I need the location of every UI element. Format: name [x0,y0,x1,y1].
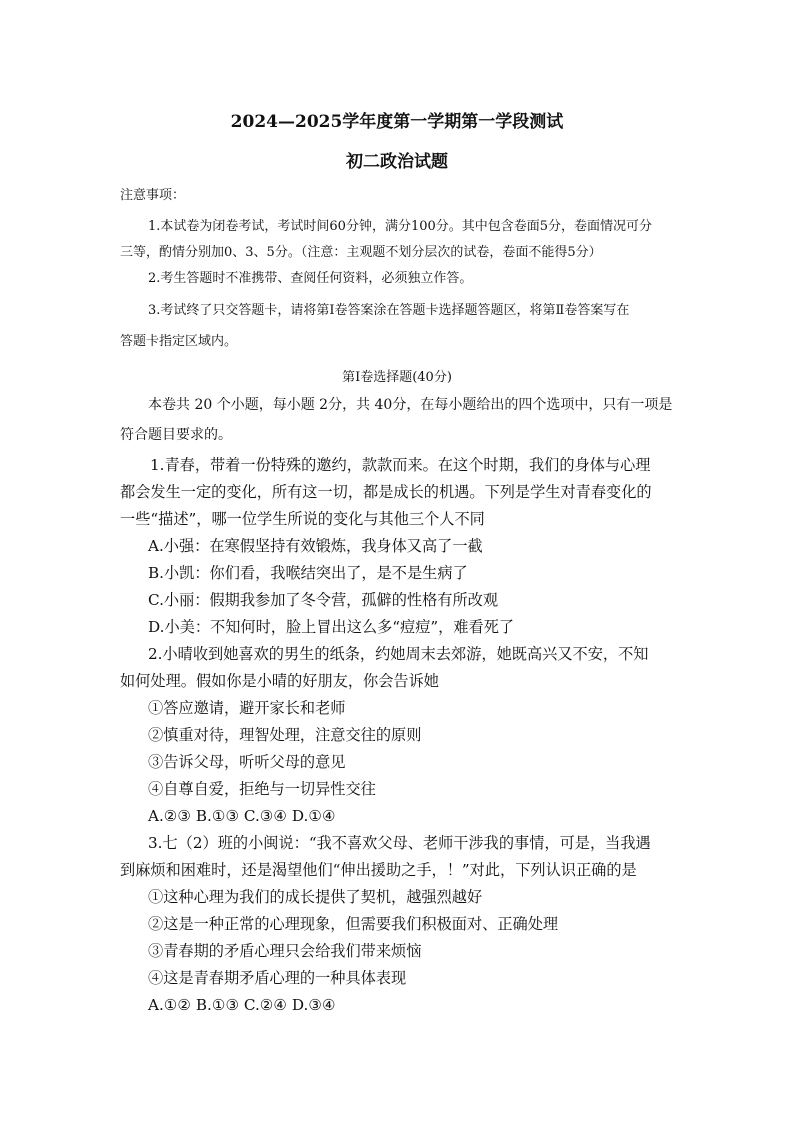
question-1-option: A.小强：在寒假坚持有效锻炼，我身体又高了一截 [148,537,483,555]
question-3-stem: 到麻烦和困难时，还是渴望他们“伸出援助之手，！”对此，下列认识正确的是 [120,861,637,879]
question-3-option: ④这是青春期矛盾心理的一种具体表现 [148,969,407,987]
question-1-option: D.小美：不知何时，脸上冒出这么多“痘痘”，难看死了 [148,618,515,636]
notice-line: 2.考生答题时不准携带、查阅任何资料，必须独立作答。 [148,271,473,286]
question-2-option: ②慎重对待，理智处理，注意交往的原则 [148,726,422,744]
notice-line: 1.本试卷为闭卷考试，考试时间60分钟，满分100分。其中包含卷面5分，卷面情况可分 [148,219,653,234]
notice-heading: 注意事项： [120,188,186,203]
page-subtitle: 初二政治试题 [346,152,448,172]
question-2-answer-choices: A.②③ B.①③ C.③④ D.①④ [148,807,336,825]
question-3-stem: 3.七（2）班的小闽说：“我不喜欢父母、老师干涉我的事情，可是，当我遇 [148,834,651,852]
page-title: 2024—2025学年度第一学期第一学段测试 [230,112,564,132]
question-1-stem: 一些“描述”，哪一位学生所说的变化与其他三个人不同 [120,510,485,528]
section-intro-line: 符合题目要求的。 [120,427,232,443]
section-title: 第Ⅰ卷选择题(40分) [342,370,452,385]
question-1-option: C.小丽：假期我参加了冬令营，孤僻的性格有所改观 [148,591,499,609]
question-1-stem: 1.青春，带着一份特殊的邀约，款款而来。在这个时期，我们的身体与心理 [150,456,651,474]
question-2-stem: 如何处理。假如你是小晴的好朋友，你会告诉她 [120,672,439,690]
notice-line: 答题卡指定区域内。 [120,334,238,349]
question-3-option: ①这种心理为我们的成长提供了契机，越强烈越好 [148,888,483,906]
question-3-option: ③青春期的矛盾心理只会给我们带来烦恼 [148,942,422,960]
question-2-option: ①答应邀请，避开家长和老师 [148,699,346,717]
question-2-option: ③告诉父母，听听父母的意见 [148,753,346,771]
notice-line: 三等，酌情分别加0、3、5分。（注意：主观题不划分层次的试卷，卷面不能得5分） [120,245,602,260]
notice-line: 3.考试终了只交答题卡，请将第Ⅰ卷答案涂在答题卡选择题答题区，将第Ⅱ卷答案写在 [148,303,630,318]
question-2-stem: 2.小晴收到她喜欢的男生的纸条，约她周末去郊游，她既高兴又不安，不知 [148,645,649,663]
question-3-answer-choices: A.①② B.①③ C.②④ D.③④ [148,996,336,1014]
section-intro-line: 本卷共 20 个小题，每小题 2分，共 40分，在每小题给出的四个选项中，只有一项是 [148,397,673,413]
question-1-option: B.小凯：你们看，我喉结突出了，是不是生病了 [148,564,468,582]
question-1-stem: 都会发生一定的变化，所有这一切，都是成长的机遇。下列是学生对青春变化的 [120,483,652,501]
question-3-option: ②这是一种正常的心理现象，但需要我们积极面对、正确处理 [148,915,559,933]
question-2-option: ④自尊自爱，拒绝与一切异性交往 [148,780,376,798]
